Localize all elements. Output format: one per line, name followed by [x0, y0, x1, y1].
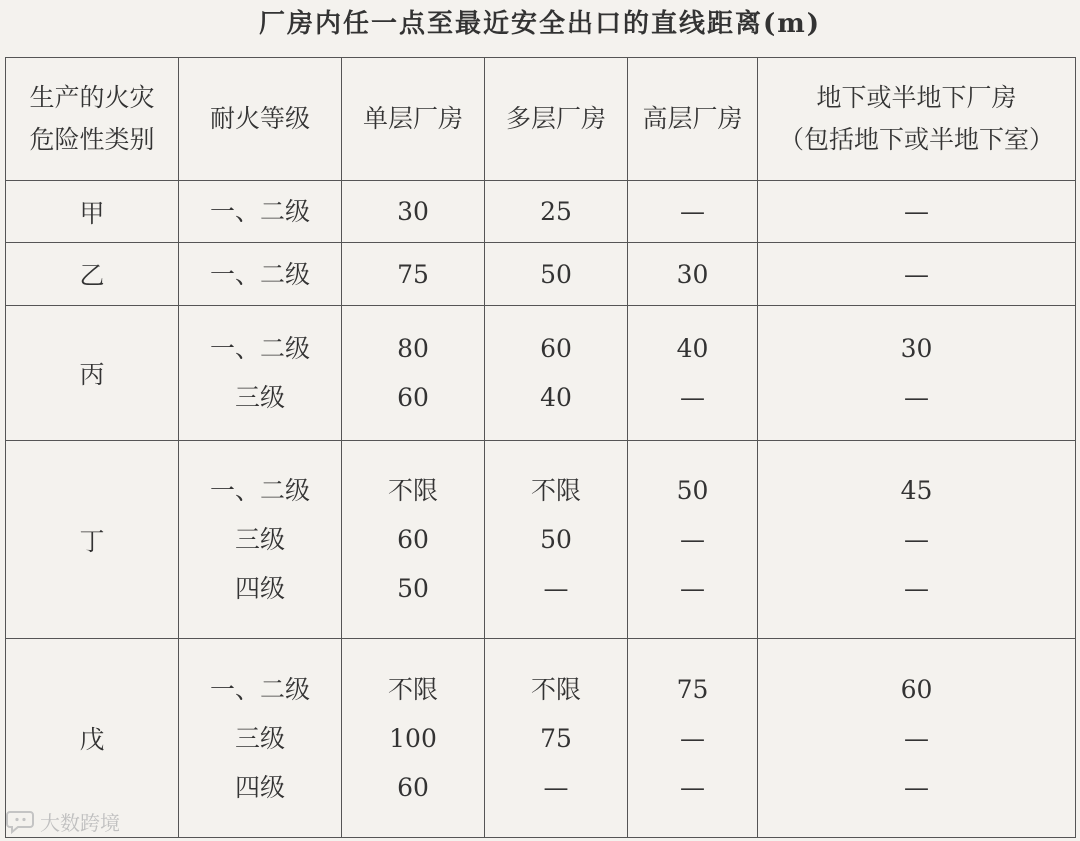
multi-value: 50: [540, 259, 572, 289]
header-rating: 耐火等级: [179, 58, 342, 181]
ratings-cell: [179, 639, 342, 838]
ratings-cell: [179, 243, 342, 306]
ratings-value: 四级: [234, 574, 285, 603]
header-underground: [758, 58, 1076, 181]
multi-value: 25: [540, 197, 572, 226]
ratings-value: 四级: [234, 772, 285, 802]
single-cell: [342, 181, 485, 243]
category-cell: 乙: [6, 243, 179, 306]
high-value: —: [680, 525, 705, 554]
single-value: 不限: [387, 674, 438, 704]
multi-cell: [485, 243, 628, 306]
high-value: 30: [676, 259, 709, 289]
underground-cell: [758, 639, 1076, 838]
single-value: 100: [389, 723, 437, 753]
ratings-value: 一、二级: [209, 476, 310, 505]
multi-value: 75: [540, 723, 572, 753]
multi-value: 50: [540, 525, 572, 554]
ratings-cell: [179, 306, 342, 441]
ratings-value: 一、二级: [209, 674, 310, 704]
ratings-value: 三级: [234, 723, 285, 753]
high-cell: [628, 243, 758, 306]
single-cell: [342, 441, 485, 639]
single-value: 30: [397, 197, 429, 226]
table-row: [6, 181, 1076, 243]
high-value: 75: [676, 674, 709, 704]
underground-value: —: [904, 525, 929, 554]
underground-value: 60: [900, 674, 933, 704]
distance-table: [5, 57, 1076, 838]
underground-value: 45: [900, 476, 933, 505]
header-underground-line2: （包括地下或半地下室）: [778, 125, 1054, 154]
high-value: —: [680, 383, 705, 412]
category-cell: 甲: [6, 181, 179, 243]
ratings-value: 三级: [234, 383, 285, 412]
high-cell: [628, 181, 758, 243]
single-cell: [342, 243, 485, 306]
watermark: [6, 805, 120, 837]
underground-cell: [758, 181, 1076, 243]
high-cell: [628, 306, 758, 441]
high-cell: [628, 441, 758, 639]
single-value: 60: [397, 383, 429, 412]
chat-bubble-icon: [6, 808, 36, 834]
high-value: 50: [676, 476, 709, 505]
high-value: —: [680, 772, 705, 802]
multi-value: 不限: [530, 476, 581, 505]
underground-value: —: [904, 259, 929, 289]
multi-cell: [485, 181, 628, 243]
multi-cell: [485, 306, 628, 441]
ratings-cell: [179, 441, 342, 639]
ratings-value: 三级: [234, 525, 285, 554]
underground-value: —: [904, 197, 929, 226]
multi-value: 60: [540, 334, 572, 363]
single-value: 80: [397, 334, 429, 363]
table-row: [6, 441, 1076, 639]
table-row: [6, 639, 1076, 838]
single-value: 60: [397, 525, 429, 554]
ratings-value: 一、二级: [209, 259, 310, 289]
multi-value: —: [543, 574, 569, 603]
underground-value: —: [904, 383, 929, 412]
multi-value: 不限: [530, 674, 581, 704]
header-single: 单层厂房: [342, 58, 485, 181]
underground-value: —: [904, 772, 929, 802]
single-cell: [342, 306, 485, 441]
single-value: 60: [397, 772, 429, 802]
header-category: [6, 58, 179, 181]
table-title: 厂房内任一点至最近安全出口的直线距离(m): [258, 9, 822, 39]
underground-cell: [758, 243, 1076, 306]
table-row: [6, 243, 1076, 306]
high-value: —: [680, 197, 705, 226]
ratings-cell: [179, 181, 342, 243]
multi-value: 40: [540, 383, 572, 412]
underground-value: —: [904, 574, 929, 603]
underground-value: —: [904, 723, 929, 753]
high-value: 40: [676, 334, 709, 363]
underground-value: 30: [900, 334, 933, 363]
watermark-text: 大数跨境: [40, 810, 120, 835]
header-underground-line1: 地下或半地下厂房: [816, 83, 1017, 112]
table-row: [6, 306, 1076, 441]
table-body: [6, 181, 1076, 838]
high-cell: [628, 639, 758, 838]
category-cell: 丙: [6, 306, 179, 441]
multi-value: —: [543, 772, 569, 802]
single-cell: [342, 639, 485, 838]
header-category-line1: 生产的火灾: [29, 83, 155, 112]
single-value: 50: [397, 574, 429, 603]
multi-cell: [485, 441, 628, 639]
ratings-value: 一、二级: [209, 197, 310, 226]
ratings-value: 一、二级: [209, 334, 310, 363]
header-category-line2: 危险性类别: [29, 125, 155, 154]
high-value: —: [680, 723, 705, 753]
multi-cell: [485, 639, 628, 838]
high-value: —: [680, 574, 705, 603]
header-multi: 多层厂房: [485, 58, 628, 181]
underground-cell: [758, 441, 1076, 639]
single-value: 不限: [387, 476, 438, 505]
header-row: [6, 58, 1076, 181]
category-cell: 戊: [6, 639, 179, 838]
header-high: 高层厂房: [628, 58, 758, 181]
category-cell: 丁: [6, 441, 179, 639]
single-value: 75: [397, 259, 429, 289]
underground-cell: [758, 306, 1076, 441]
